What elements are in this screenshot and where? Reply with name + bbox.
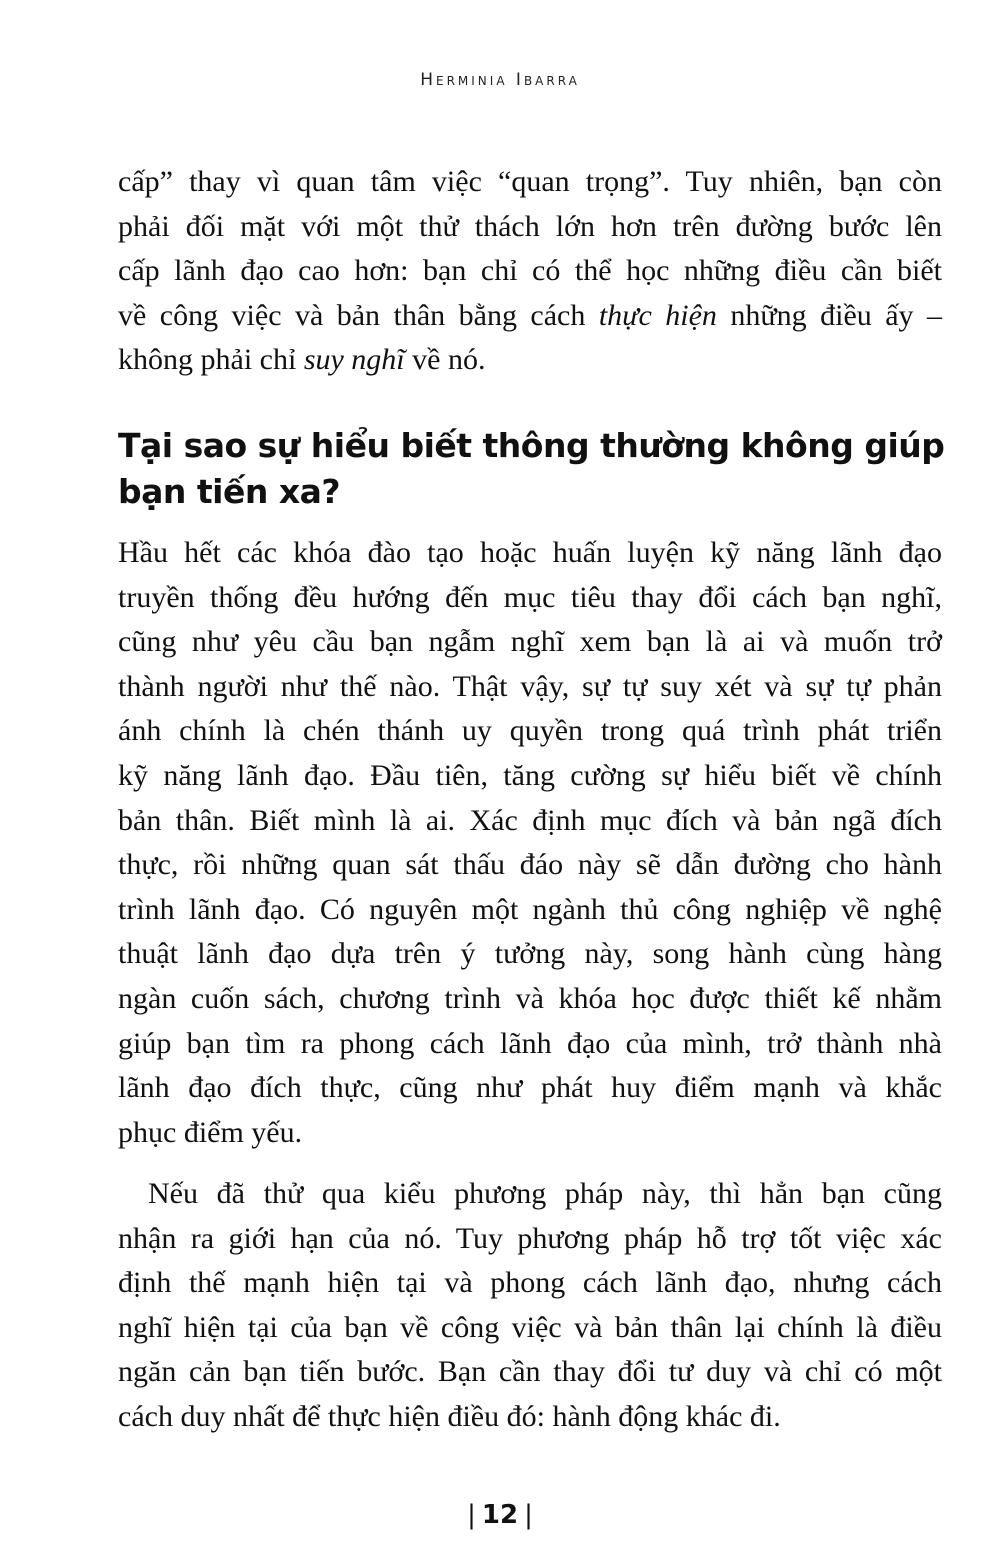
text-line [118,1217,942,1262]
text-segment: trình lãnh đạo. Có nguyên một ngành thủ công nghiệp về nghệ [118,892,942,926]
text-line [118,754,942,799]
text-line [118,1261,942,1306]
section-heading-line: Tại sao sự hiểu biết thông thường không giúp [118,426,945,465]
text-line [118,1395,942,1440]
section-heading-line: bạn tiến xa? [118,472,341,511]
text-segment: ánh chính là chén thánh uy quyền trong quá trình phát triển [118,714,942,748]
text-line [118,709,942,754]
text-line [118,294,942,339]
page-number-bar: | [524,1500,533,1530]
paragraph-2 [118,531,942,1155]
text-segment: bản thân. Biết mình là ai. Xác định mục đích và bản ngã đích [118,803,942,837]
text-segment: cấp lãnh đạo cao hơn: bạn chỉ có thể học những điều cần biết [118,254,942,288]
text-segment: truyền thống đều hướng đến mục tiêu thay đổi cách bạn nghĩ, [118,580,942,614]
text-segment: thực, rồi những quan sát thấu đáo này sẽ dẫn đường cho hành [118,848,942,882]
text-line [118,977,942,1022]
text-segment: về công việc và bản thân bằng cách [118,298,599,332]
paragraph-3 [118,1172,942,1440]
page-number [0,1500,1000,1530]
text-line [118,338,942,383]
text-line [118,1350,942,1395]
text-segment: cách duy nhất để thực hiện điều đó: hành động khác đi. [118,1399,781,1433]
text-segment: không phải chỉ [118,343,304,377]
running-head: Herminia Ibarra [420,70,580,90]
text-line [118,665,942,710]
text-line [118,620,942,665]
text-line [118,576,942,621]
text-segment: kỹ năng lãnh đạo. Đầu tiên, tăng cường sự hiểu biết về chính [118,758,942,792]
text-line [118,1022,942,1067]
text-segment: nghĩ hiện tại của bạn về công việc và bản thân lại chính là điều [118,1310,942,1344]
text-segment: nhận ra giới hạn của nó. Tuy phương pháp hỗ trợ tốt việc xác [118,1221,942,1255]
text-line [118,531,942,576]
text-segment: những điều ấy – [716,298,942,332]
text-line [118,843,942,888]
page-number-value: 12 [481,1500,519,1530]
text-segment: Hầu hết các khóa đào tạo hoặc huấn luyện kỹ năng lãnh đạo [118,536,942,569]
text-segment: ngàn cuốn sách, chương trình và khóa học được thiết kế nhằm [118,981,942,1015]
text-line [118,932,942,977]
text-segment: phải đối mặt với một thử thách lớn hơn trên đường bước lên [118,209,942,243]
text-segment: cấp” thay vì quan tâm việc “quan trọng”. Tuy nhiên, bạn còn [118,165,942,198]
text-segment: giúp bạn tìm ra phong cách lãnh đạo của mình, trở thành nhà [118,1026,942,1060]
text-line [118,1111,942,1156]
text-line [118,1306,942,1351]
text-line [118,1066,942,1111]
italic-text: suy nghĩ [303,343,405,377]
text-segment: phục điểm yếu. [118,1115,303,1149]
text-segment: cũng như yêu cầu bạn ngẫm nghĩ xem bạn là ai và muốn trở [118,625,942,659]
text-line [118,799,942,844]
page-number-bar: | [467,1500,476,1530]
text-line [118,1172,942,1217]
text-segment: ngăn cản bạn tiến bước. Bạn cần thay đổi tư duy và chỉ có một [118,1355,942,1389]
section-heading [118,423,948,515]
text-segment: Nếu đã thử qua kiểu phương pháp này, thì hẳn bạn cũng [148,1177,942,1210]
text-segment: thuật lãnh đạo dựa trên ý tưởng này, song hành cùng hàng [118,937,942,971]
text-segment: định thế mạnh hiện tại và phong cách lãnh đạo, nhưng cách [118,1266,942,1300]
text-segment: thành người như thế nào. Thật vậy, sự tự suy xét và sự tự phản [118,669,942,703]
text-line [118,249,942,294]
text-segment: lãnh đạo đích thực, cũng như phát huy điểm mạnh và khắc [118,1071,942,1105]
italic-text: thực hiện [598,298,717,332]
text-line [118,888,942,933]
text-segment: về nó. [404,343,486,377]
text-line [118,160,942,205]
paragraph-1 [118,160,942,383]
text-line [118,205,942,250]
